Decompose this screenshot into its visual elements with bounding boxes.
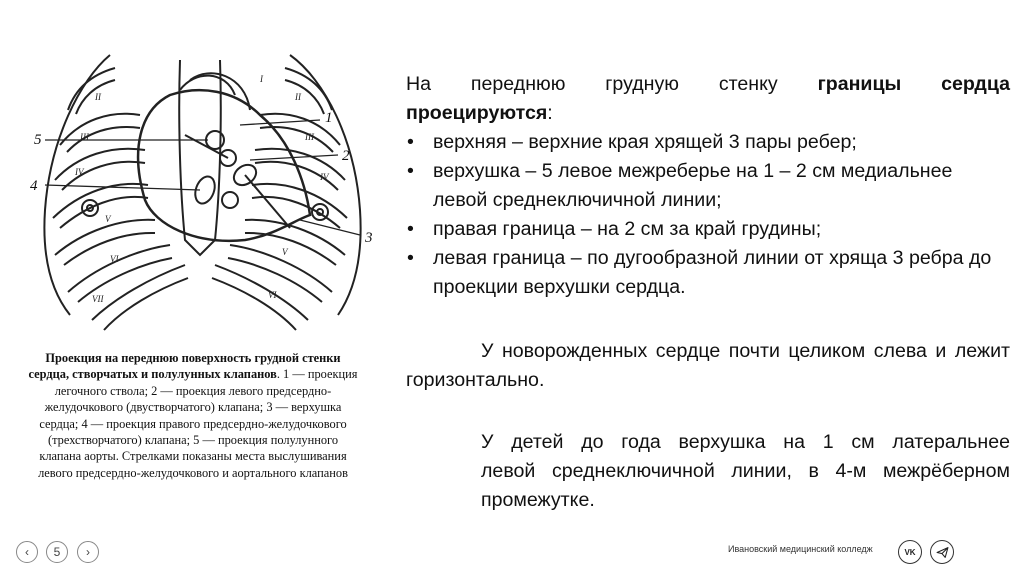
bullet-text: правая граница – на 2 см за край грудины; — [433, 218, 822, 240]
next-slide-button[interactable]: › — [77, 541, 99, 563]
rib-numeral: V — [105, 214, 111, 224]
page-number: 5 — [46, 541, 68, 563]
figure-label-5: 5 — [34, 132, 42, 148]
main-text — [406, 70, 1010, 515]
bullet-text: верхушка – 5 левое межреберье на 1 – 2 см медиальнее левой среднеключичной линии; — [433, 160, 953, 211]
figure-label-2: 2 — [342, 148, 350, 164]
intro-bold-1: границы сердца — [817, 73, 1010, 95]
intro-normal: На переднюю грудную стенку — [406, 73, 818, 95]
rib-numeral: VI — [110, 254, 119, 264]
rib-numeral: III — [305, 132, 314, 142]
rib-numeral: IV — [75, 167, 84, 177]
bullet-dot: • — [407, 218, 414, 240]
list-item — [406, 157, 1010, 215]
list-item — [406, 215, 1010, 244]
vk-icon[interactable]: VK — [898, 540, 922, 564]
caption-body: . 1 — проекция легочного ствола; 2 — проекция левого предсердно-желудочкового (двустворчатого) клапана; 3 — верхушка сердца; 4 — проекция правого предсердно-желудочкового (трехстворчатого) клапана; 5 — проекция полулунного клапана аорты. Стрелками показаны места выслушивания левого предсердно-желудочкового и аортального клапанов — [38, 367, 358, 480]
paragraph-newborns: У новорожденных сердце почти целиком слева и лежит горизонтально. — [406, 340, 1010, 391]
intro-bold-2: проецируются — [406, 102, 548, 124]
rib-numeral: V — [282, 247, 288, 257]
rib-numeral: VI — [268, 290, 277, 300]
figure-label-3: 3 — [365, 230, 373, 246]
paragraph-infants-line-1: У детей до года верхушка на 1 см латеральнее — [481, 431, 1010, 453]
bullet-text: верхняя – верхние края хрящей 3 пары ребер; — [433, 131, 857, 153]
rib-numeral: III — [80, 132, 89, 142]
heart-projection-figure — [20, 40, 400, 340]
intro-line-1 — [406, 70, 1010, 99]
rib-numeral: II — [95, 92, 101, 102]
paper-plane-icon[interactable] — [930, 540, 954, 564]
footer-org-name: Ивановский медицинский колледж — [728, 544, 873, 554]
rib-numeral: VII — [92, 294, 104, 304]
list-item — [406, 128, 1010, 157]
intro-line-2 — [406, 99, 1010, 128]
paragraph-infants — [406, 428, 1010, 515]
bullet-dot: • — [407, 247, 414, 269]
bullet-text: левая граница – по дугообразной линии от хряща 3 ребра до проекции верхушки сердца. — [433, 247, 992, 298]
rib-numeral: II — [295, 92, 301, 102]
bullet-dot: • — [407, 160, 414, 182]
list-item — [406, 244, 1010, 302]
intro-colon: : — [547, 102, 553, 124]
rib-numeral: IV — [320, 172, 329, 182]
caption-title: Проекция на переднюю поверхность грудной стенки сердца, створчатых и полулунных клапанов — [28, 351, 341, 382]
paragraph-infants-line-2: левой среднеключичной линии, в 4-м межрёберном — [481, 460, 1010, 482]
bullet-dot: • — [407, 131, 414, 153]
bullet-list — [406, 128, 1010, 302]
prev-slide-button[interactable]: ‹ — [16, 541, 38, 563]
figure-label-4: 4 — [30, 178, 38, 194]
paragraph-infants-line-3: промежутке. — [481, 489, 595, 511]
figure-caption — [28, 350, 358, 481]
figure-label-1: 1 — [325, 110, 333, 126]
rib-numeral: I — [260, 74, 263, 84]
